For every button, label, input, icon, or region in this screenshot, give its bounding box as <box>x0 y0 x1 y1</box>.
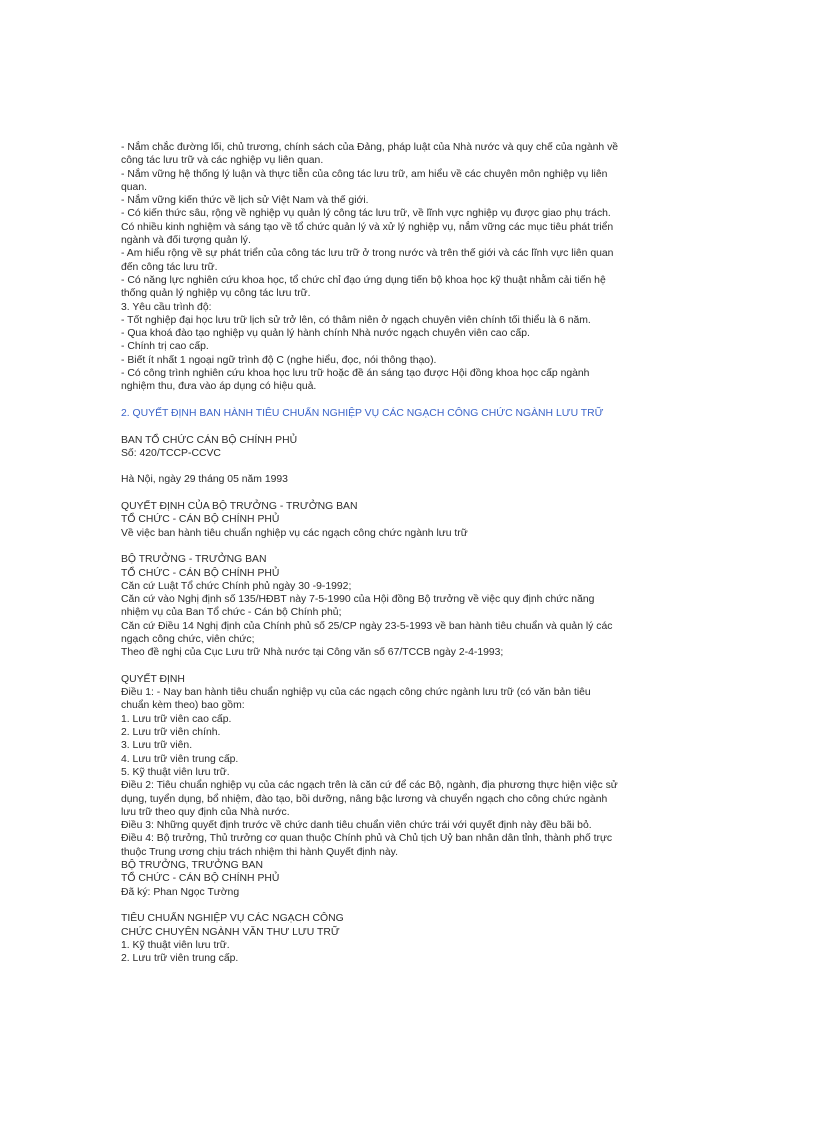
text-line: ngạch công chức, viên chức; <box>121 633 255 645</box>
text-line: Có nhiều kinh nghiệm và sáng tạo về tổ chức quản lý và xử lý nghiệp vụ, nắm vững các mục tiêu phát triển <box>121 221 614 233</box>
text-line: - Nắm chắc đường lối, chủ trương, chính sách của Đảng, pháp luật của Nhà nước và quy chế của ngành về <box>121 142 619 153</box>
text-line: lưu trữ theo quy định của Nhà nước. <box>121 806 290 818</box>
decision-body-block <box>121 673 701 899</box>
text-line: thống quản lý nghiệp vụ công tác lưu trữ. <box>121 288 311 300</box>
text-line: - Nắm vững hệ thống lý luận và thực tiễn của công tác lưu trữ, am hiểu về các chuyên môn nghiệp vụ liên <box>121 168 608 180</box>
text-line: BỘ TRƯỞNG - TRƯỞNG BAN <box>121 554 267 566</box>
text-line: 5. Kỹ thuật viên lưu trữ. <box>121 766 230 778</box>
issuer-block <box>121 434 701 461</box>
text-line: 2. Lưu trữ viên trung cấp. <box>121 953 239 965</box>
spacer <box>121 460 701 473</box>
text-line: dụng, tuyển dụng, bổ nhiệm, đào tạo, bồi dưỡng, nâng bậc lương và chuyển ngạch cho công chức ngành <box>121 793 608 805</box>
text-line: QUYẾT ĐỊNH CỦA BỘ TRƯỞNG - TRƯỞNG BAN <box>121 501 358 513</box>
text-line: 1. Kỹ thuật viên lưu trữ. <box>121 939 230 951</box>
section-heading: 2. QUYẾT ĐỊNH BAN HÀNH TIÊU CHUẨN NGHIỆP VỤ CÁC NGẠCH CÔNG CHỨC NGÀNH LƯU TRỮ <box>121 407 604 419</box>
text-line: - Tốt nghiệp đại học lưu trữ lịch sử trở lên, có thâm niên ở ngạch chuyên viên chính tối thiểu là 6 năm. <box>121 314 591 326</box>
text-line: TỔ CHỨC - CÁN BỘ CHÍNH PHỦ <box>121 514 280 526</box>
text-line: 4. Lưu trữ viên trung cấp. <box>121 753 239 765</box>
spacer <box>121 899 701 912</box>
spacer <box>121 394 701 407</box>
decision-title-block <box>121 500 701 540</box>
text-line: 1. Lưu trữ viên cao cấp. <box>121 713 232 725</box>
text-line: - Nắm vững kiến thức về lịch sử Việt Nam và thế giới. <box>121 195 369 207</box>
document-number: Số: 420/TCCP-CCVC <box>121 447 221 459</box>
text-line: nghiệm thu, đưa vào áp dụng có hiệu quả. <box>121 381 317 393</box>
spacer <box>121 420 701 433</box>
standards-block <box>121 912 701 965</box>
text-line: - Có năng lực nghiên cứu khoa học, tổ chức chỉ đạo ứng dụng tiến bộ khoa học kỹ thuật nhằm cải tiến hệ <box>121 274 606 286</box>
text-line: Điều 3: Những quyết định trước về chức danh tiêu chuẩn viên chức trái với quyết định này đều bãi bỏ. <box>121 820 592 832</box>
text-line: QUYẾT ĐỊNH <box>121 673 185 685</box>
text-line: - Có công trình nghiên cứu khoa học lưu trữ hoặc đề án sáng tạo được Hội đồng khoa học cấp ngành <box>121 368 590 380</box>
document-page <box>121 141 701 965</box>
text-line: - Chính trị cao cấp. <box>121 341 209 353</box>
spacer <box>121 487 701 500</box>
text-line: TỔ CHỨC - CÁN BỘ CHÍNH PHỦ <box>121 873 280 885</box>
text-line: TỔ CHỨC - CÁN BỘ CHÍNH PHỦ <box>121 567 280 579</box>
date-line: Hà Nội, ngày 29 tháng 05 năm 1993 <box>121 474 288 486</box>
text-line: nhiệm vụ của Ban Tổ chức - Cán bộ Chính phủ; <box>121 607 342 619</box>
text-line: Căn cứ Điều 14 Nghị định của Chính phủ số 25/CP ngày 23-5-1993 về ban hành tiêu chuẩn và quản lý các <box>121 620 613 632</box>
text-line: Căn cứ vào Nghị định số 135/HĐBT này 7-5-1990 của Hội đồng Bộ trưởng về việc quy định chức năng <box>121 594 595 606</box>
requirements-block <box>121 141 701 394</box>
text-line: quan. <box>121 181 148 193</box>
text-line: đến công tác lưu trữ. <box>121 261 218 273</box>
text-line: thuộc Trung ương chịu trách nhiệm thi hành Quyết định này. <box>121 846 398 858</box>
text-line: 3. Yêu cầu trình độ: <box>121 301 212 313</box>
text-line: Căn cứ Luật Tổ chức Chính phủ ngày 30 -9-1992; <box>121 580 352 592</box>
text-line: BỘ TRƯỞNG, TRƯỞNG BAN <box>121 860 263 872</box>
legal-basis-block <box>121 553 701 659</box>
text-line: chuẩn kèm theo) bao gồm: <box>121 700 245 712</box>
text-line: CHỨC CHUYÊN NGÀNH VĂN THƯ LƯU TRỮ <box>121 926 340 938</box>
signature-line: Đã ký: Phan Ngọc Tường <box>121 886 240 898</box>
text-line: Theo đề nghị của Cục Lưu trữ Nhà nước tại Công văn số 67/TCCB ngày 2-4-1993; <box>121 647 504 659</box>
text-line: 2. Lưu trữ viên chính. <box>121 727 221 739</box>
text-line: - Có kiến thức sâu, rộng về nghiệp vụ quản lý công tác lưu trữ, về lĩnh vực nghiệp vụ được giao phụ trách. <box>121 208 611 220</box>
spacer <box>121 540 701 553</box>
text-line: - Biết ít nhất 1 ngoại ngữ trình độ C (nghe hiểu, đọc, nói thông thạo). <box>121 354 437 366</box>
issuer-name: BAN TỔ CHỨC CÁN BỘ CHÍNH PHỦ <box>121 434 298 446</box>
spacer <box>121 660 701 673</box>
text-line: Điều 2: Tiêu chuẩn nghiệp vụ của các ngạch trên là căn cứ để các Bộ, ngành, địa phương thực hiện việc sử <box>121 780 618 792</box>
text-line: - Am hiểu rộng về sự phát triển của công tác lưu trữ ở trong nước và trên thế giới và các lĩnh vực liên quan <box>121 248 614 260</box>
text-line: Điều 1: - Nay ban hành tiêu chuẩn nghiệp vụ của các ngạch công chức ngành lưu trữ (có văn bản tiêu <box>121 687 591 699</box>
text-line: công tác lưu trữ và các nghiệp vụ liên quan. <box>121 155 324 167</box>
text-line: TIÊU CHUẨN NGHIỆP VỤ CÁC NGẠCH CÔNG <box>121 913 344 925</box>
text-line: - Qua khoá đào tạo nghiệp vụ quản lý hành chính Nhà nước ngạch chuyên viên cao cấp. <box>121 328 530 340</box>
text-line: Điều 4: Bộ trưởng, Thủ trưởng cơ quan thuộc Chính phủ và Chủ tịch Uỷ ban nhân dân tỉnh, thành phố trực <box>121 833 613 845</box>
text-line: 3. Lưu trữ viên. <box>121 740 193 752</box>
text-line: Về việc ban hành tiêu chuẩn nghiệp vụ các ngạch công chức ngành lưu trữ <box>121 527 468 539</box>
text-line: ngành và đối tượng quản lý. <box>121 235 251 247</box>
